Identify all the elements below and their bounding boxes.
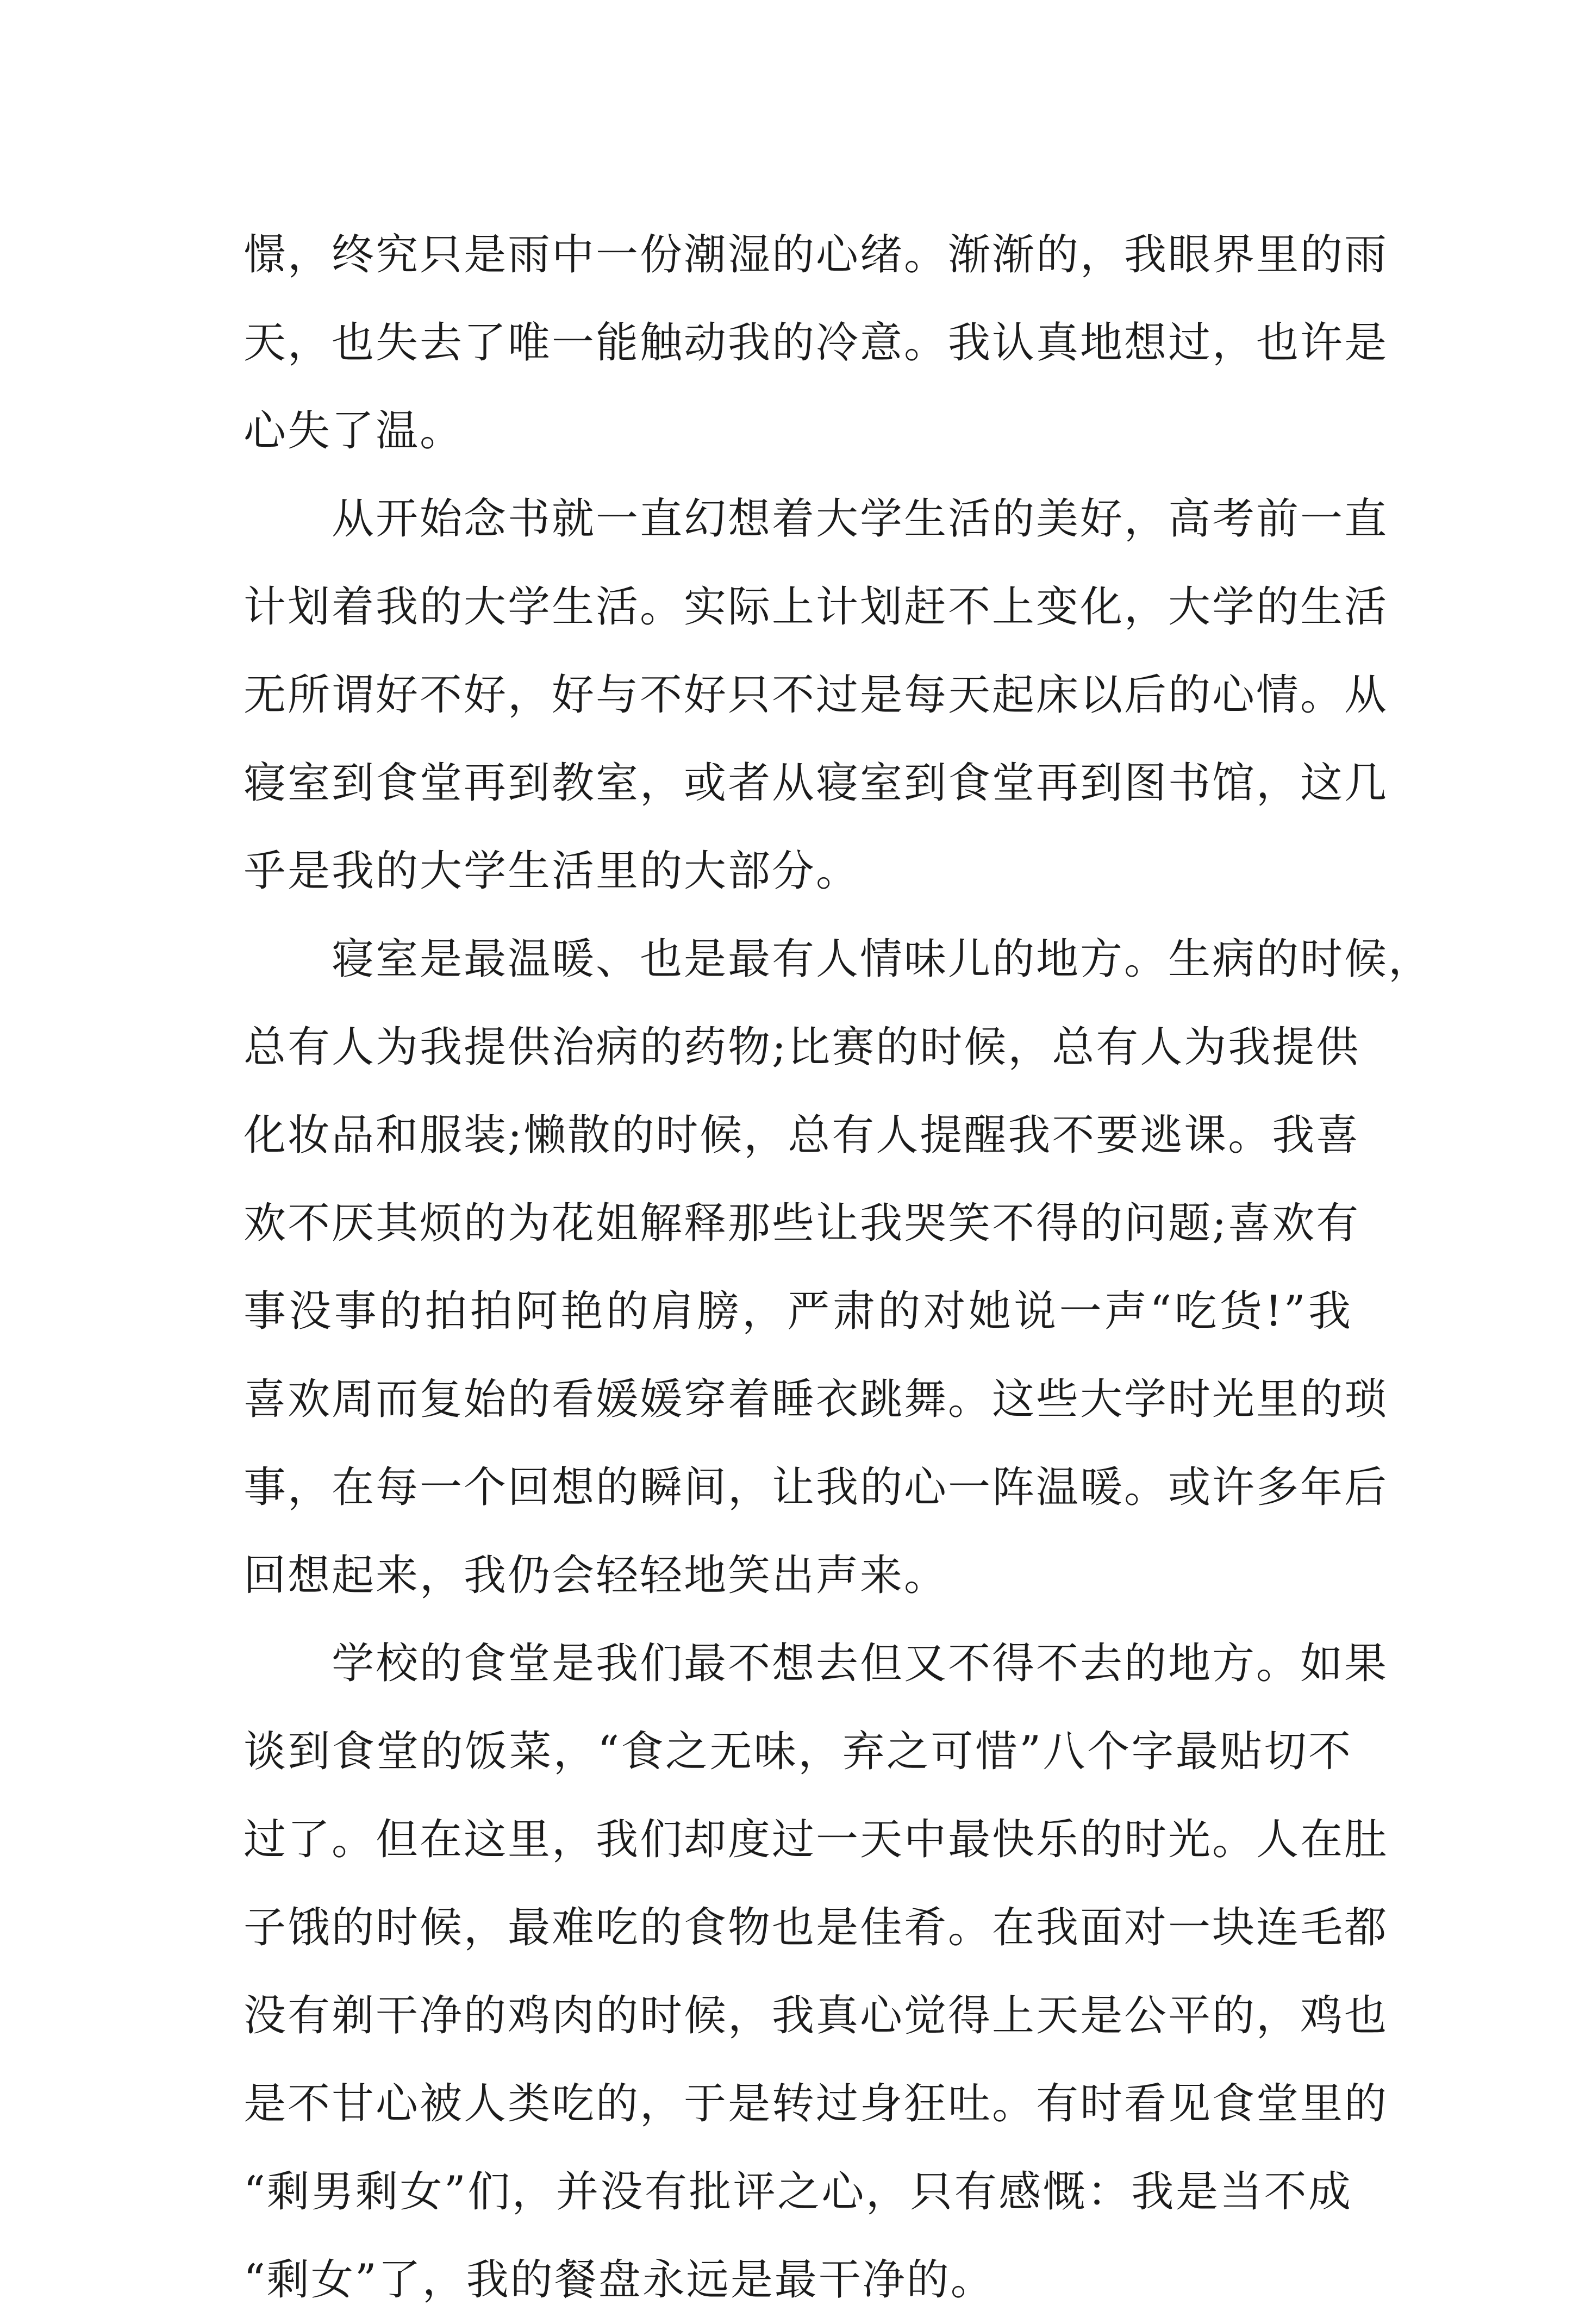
text-line: 总有人为我提供治病的药物;比赛的时候，总有人为我提供: [244, 1023, 1360, 1072]
text-line: 子饿的时候，最难吃的食物也是佳肴。在我面对一块连毛都: [244, 1903, 1389, 1952]
text-line: 学校的食堂是我们最不想去但又不得不去的地方。如果: [332, 1639, 1389, 1688]
text-line: 天，也失去了唯一能触动我的冷意。我认真地想过，也许是: [244, 318, 1389, 367]
text-line: 谈到食堂的饭菜，“食之无味，弃之可惜”八个字最贴切不: [244, 1727, 1352, 1776]
text-line: “剩女”了，我的餐盘永远是最干净的。: [244, 2256, 995, 2304]
paragraph-3: [244, 915, 1433, 1620]
text-line: 事没事的拍拍阿艳的肩膀，严肃的对她说一声“吃货!”我: [244, 1287, 1352, 1336]
text-line: 没有剃干净的鸡肉的时候，我真心觉得上天是公平的，鸡也: [244, 1991, 1389, 2040]
text-line: 回想起来，我仍会轻轻地笑出声来。: [244, 1551, 948, 1600]
text-line: 化妆品和服装;懒散的时候，总有人提醒我不要逃课。我喜: [244, 1111, 1360, 1160]
text-line: 乎是我的大学生活里的大部分。: [244, 847, 860, 896]
text-line: 过了。但在这里，我们却度过一天中最快乐的时光。人在肚: [244, 1815, 1389, 1864]
text-line: 事，在每一个回想的瞬间，让我的心一阵温暖。或许多年后: [244, 1463, 1389, 1512]
text-line: 欢不厌其烦的为花姐解释那些让我哭笑不得的问题;喜欢有: [244, 1199, 1360, 1248]
text-line: 憬，终究只是雨中一份潮湿的心绪。渐渐的，我眼界里的雨: [244, 230, 1389, 279]
text-line: 从开始念书就一直幻想着大学生活的美好，高考前一直: [332, 495, 1389, 543]
text-line: 是不甘心被人类吃的，于是转过身狂吐。有时看见食堂里的: [244, 2079, 1389, 2128]
text-line: 寝室到食堂再到教室，或者从寝室到食堂再到图书馆，这几: [244, 759, 1389, 808]
text-line: 计划着我的大学生活。实际上计划赶不上变化，大学的生活: [244, 583, 1389, 632]
text-line: 无所谓好不好，好与不好只不过是每天起床以后的心情。从: [244, 671, 1389, 720]
text-line: “剩男剩女”们，并没有批评之心，只有感慨：我是当不成: [244, 2167, 1352, 2216]
document-body: [244, 211, 1433, 2324]
paragraph-1: [244, 211, 1389, 475]
text-line: 心失了温。: [244, 407, 464, 455]
text-line: 寝室是最温暖、也是最有人情味儿的地方。生病的时候，: [332, 935, 1433, 984]
text-line: 喜欢周而复始的看媛媛穿着睡衣跳舞。这些大学时光里的琐: [244, 1375, 1389, 1424]
paragraph-4: [244, 1620, 1389, 2324]
paragraph-2: [244, 475, 1389, 915]
